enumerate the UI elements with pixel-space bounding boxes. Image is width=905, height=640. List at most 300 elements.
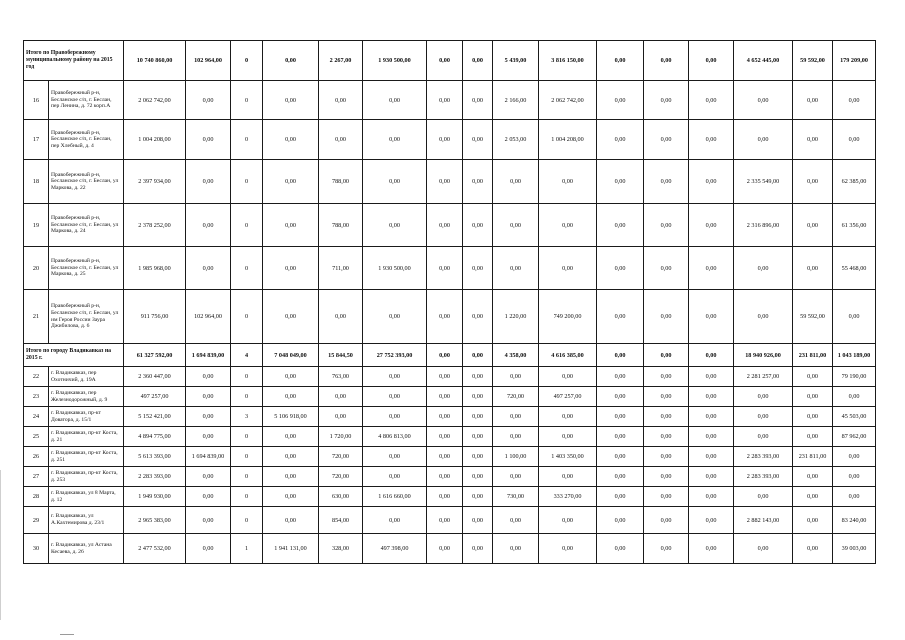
value-cell: 1 043 189,00 bbox=[833, 344, 876, 367]
address-cell: Правобережный р-н, Бесланское с/п, г. Беслан, ул Маркова, д. 25 bbox=[49, 247, 124, 290]
value-cell: 0,00 bbox=[363, 81, 427, 120]
value-cell: 0,00 bbox=[689, 290, 734, 344]
value-cell: 0,00 bbox=[463, 290, 493, 344]
address-cell: г. Владикавказ, ул 8 Марта, д. 12 bbox=[49, 487, 124, 507]
value-cell: 0 bbox=[231, 41, 263, 81]
value-cell: 0 bbox=[231, 447, 263, 467]
value-cell: 911 756,00 bbox=[124, 290, 186, 344]
value-cell: 720,00 bbox=[319, 447, 363, 467]
value-cell: 0,00 bbox=[644, 427, 689, 447]
value-cell: 1 949 930,00 bbox=[124, 487, 186, 507]
value-cell: 0,00 bbox=[319, 407, 363, 427]
value-cell: 1 930 500,00 bbox=[363, 247, 427, 290]
value-cell: 0,00 bbox=[463, 367, 493, 387]
row-number: 23 bbox=[24, 387, 49, 407]
value-cell: 0,00 bbox=[463, 487, 493, 507]
table-body bbox=[24, 41, 876, 564]
value-cell: 0,00 bbox=[689, 367, 734, 387]
value-cell: 0,00 bbox=[833, 487, 876, 507]
value-cell: 3 816 150,00 bbox=[539, 41, 597, 81]
value-cell: 0,00 bbox=[539, 247, 597, 290]
value-cell: 0,00 bbox=[689, 407, 734, 427]
value-cell: 0,00 bbox=[597, 487, 644, 507]
value-cell: 749 200,00 bbox=[539, 290, 597, 344]
value-cell: 0,00 bbox=[689, 534, 734, 564]
value-cell: 0,00 bbox=[597, 407, 644, 427]
row-number: 18 bbox=[24, 160, 49, 204]
address-cell: Правобережный р-н, Бесланское с/п, г. Беслан, ул Маркова, д. 24 bbox=[49, 204, 124, 247]
value-cell: 0,00 bbox=[463, 41, 493, 81]
value-cell: 0,00 bbox=[363, 290, 427, 344]
value-cell: 7 048 049,00 bbox=[263, 344, 319, 367]
value-cell: 5 439,00 bbox=[493, 41, 539, 81]
value-cell: 0,00 bbox=[793, 120, 833, 160]
value-cell: 0,00 bbox=[463, 247, 493, 290]
value-cell: 1 004 208,00 bbox=[124, 120, 186, 160]
value-cell: 0,00 bbox=[734, 487, 793, 507]
value-cell: 0,00 bbox=[597, 467, 644, 487]
value-cell: 0,00 bbox=[597, 247, 644, 290]
row-number: 26 bbox=[24, 447, 49, 467]
value-cell: 0,00 bbox=[186, 160, 231, 204]
value-cell: 0,00 bbox=[734, 247, 793, 290]
value-cell: 0,00 bbox=[319, 120, 363, 160]
value-cell: 2 062 742,00 bbox=[124, 81, 186, 120]
value-cell: 0,00 bbox=[186, 534, 231, 564]
table-row bbox=[24, 120, 876, 160]
value-cell: 0,00 bbox=[597, 290, 644, 344]
value-cell: 0,00 bbox=[793, 367, 833, 387]
value-cell: 720,00 bbox=[319, 467, 363, 487]
value-cell: 0,00 bbox=[263, 427, 319, 447]
value-cell: 39 003,00 bbox=[833, 534, 876, 564]
value-cell: 0,00 bbox=[793, 427, 833, 447]
value-cell: 0,00 bbox=[793, 387, 833, 407]
value-cell: 1 985 968,00 bbox=[124, 247, 186, 290]
row-number: 17 bbox=[24, 120, 49, 160]
value-cell: 4 652 445,00 bbox=[734, 41, 793, 81]
value-cell: 2 397 934,00 bbox=[124, 160, 186, 204]
value-cell: 0,00 bbox=[833, 120, 876, 160]
value-cell: 497 257,00 bbox=[539, 387, 597, 407]
value-cell: 18 940 926,00 bbox=[734, 344, 793, 367]
value-cell: 0 bbox=[231, 387, 263, 407]
value-cell: 1 941 131,00 bbox=[263, 534, 319, 564]
value-cell: 0,00 bbox=[263, 507, 319, 534]
value-cell: 0,00 bbox=[539, 427, 597, 447]
value-cell: 102 964,00 bbox=[186, 41, 231, 81]
value-cell: 0,00 bbox=[427, 290, 463, 344]
value-cell: 0,00 bbox=[689, 247, 734, 290]
value-cell: 102 964,00 bbox=[186, 290, 231, 344]
value-cell: 720,00 bbox=[493, 387, 539, 407]
value-cell: 0,00 bbox=[186, 487, 231, 507]
value-cell: 79 190,00 bbox=[833, 367, 876, 387]
value-cell: 0,00 bbox=[644, 367, 689, 387]
table-row bbox=[24, 467, 876, 487]
value-cell: 2 360 447,00 bbox=[124, 367, 186, 387]
value-cell: 1 720,00 bbox=[319, 427, 363, 447]
value-cell: 0,00 bbox=[597, 120, 644, 160]
value-cell: 0,00 bbox=[427, 160, 463, 204]
table-row bbox=[24, 534, 876, 564]
value-cell: 0,00 bbox=[793, 247, 833, 290]
value-cell: 0,00 bbox=[689, 81, 734, 120]
value-cell: 0,00 bbox=[539, 367, 597, 387]
value-cell: 0,00 bbox=[833, 447, 876, 467]
value-cell: 0,00 bbox=[833, 290, 876, 344]
value-cell: 1 694 839,00 bbox=[186, 344, 231, 367]
table-row bbox=[24, 290, 876, 344]
address-cell: г. Владикавказ, пр-кт Доватора, д. 15/1 bbox=[49, 407, 124, 427]
value-cell: 0,00 bbox=[363, 204, 427, 247]
value-cell: 0,00 bbox=[644, 447, 689, 467]
value-cell: 0 bbox=[231, 160, 263, 204]
table-row bbox=[24, 367, 876, 387]
value-cell: 0,00 bbox=[644, 467, 689, 487]
value-cell: 0,00 bbox=[263, 467, 319, 487]
value-cell: 0,00 bbox=[493, 160, 539, 204]
value-cell: 0,00 bbox=[833, 387, 876, 407]
value-cell: 0,00 bbox=[463, 447, 493, 467]
value-cell: 0,00 bbox=[186, 467, 231, 487]
value-cell: 0,00 bbox=[363, 447, 427, 467]
value-cell: 87 962,00 bbox=[833, 427, 876, 447]
value-cell: 2 477 532,00 bbox=[124, 534, 186, 564]
value-cell: 788,00 bbox=[319, 160, 363, 204]
value-cell: 0,00 bbox=[463, 387, 493, 407]
table-row bbox=[24, 247, 876, 290]
value-cell: 0,00 bbox=[186, 387, 231, 407]
table-row bbox=[24, 81, 876, 120]
value-cell: 0,00 bbox=[463, 467, 493, 487]
value-cell: 763,00 bbox=[319, 367, 363, 387]
value-cell: 83 240,00 bbox=[833, 507, 876, 534]
value-cell: 0,00 bbox=[793, 160, 833, 204]
value-cell: 0,00 bbox=[597, 41, 644, 81]
address-cell: г. Владикавказ, пер Охотничий, д. 19А bbox=[49, 367, 124, 387]
address-cell: Правобережный р-н, Бесланское с/п, г. Беслан, пер Хлебный, д. 4 bbox=[49, 120, 124, 160]
value-cell: 0,00 bbox=[427, 344, 463, 367]
value-cell: 179 209,00 bbox=[833, 41, 876, 81]
value-cell: 0,00 bbox=[263, 204, 319, 247]
value-cell: 0,00 bbox=[644, 160, 689, 204]
value-cell: 0,00 bbox=[263, 387, 319, 407]
row-number: 27 bbox=[24, 467, 49, 487]
value-cell: 0,00 bbox=[793, 204, 833, 247]
scan-bottom-mark bbox=[60, 634, 74, 635]
value-cell: 0,00 bbox=[493, 427, 539, 447]
value-cell: 0 bbox=[231, 290, 263, 344]
value-cell: 1 100,00 bbox=[493, 447, 539, 467]
row-number: 24 bbox=[24, 407, 49, 427]
value-cell: 0,00 bbox=[644, 387, 689, 407]
table-row bbox=[24, 507, 876, 534]
value-cell: 0,00 bbox=[734, 387, 793, 407]
value-cell: 0,00 bbox=[186, 367, 231, 387]
value-cell: 0 bbox=[231, 467, 263, 487]
value-cell: 0,00 bbox=[597, 367, 644, 387]
value-cell: 45 503,00 bbox=[833, 407, 876, 427]
value-cell: 2 378 252,00 bbox=[124, 204, 186, 247]
table-row bbox=[24, 427, 876, 447]
value-cell: 0,00 bbox=[689, 427, 734, 447]
table-row bbox=[24, 407, 876, 427]
value-cell: 0,00 bbox=[263, 81, 319, 120]
value-cell: 0,00 bbox=[644, 487, 689, 507]
subtotal-row bbox=[24, 344, 876, 367]
value-cell: 0,00 bbox=[493, 367, 539, 387]
value-cell: 0,00 bbox=[427, 367, 463, 387]
value-cell: 0,00 bbox=[539, 467, 597, 487]
value-cell: 10 740 860,00 bbox=[124, 41, 186, 81]
value-cell: 0 bbox=[231, 367, 263, 387]
value-cell: 0,00 bbox=[463, 204, 493, 247]
document-sheet bbox=[23, 40, 876, 564]
value-cell: 0,00 bbox=[319, 387, 363, 407]
value-cell: 0,00 bbox=[463, 120, 493, 160]
value-cell: 730,00 bbox=[493, 487, 539, 507]
value-cell: 0,00 bbox=[427, 487, 463, 507]
value-cell: 0,00 bbox=[793, 407, 833, 427]
address-cell: г. Владикавказ, пр-кт Коста, д. 21 bbox=[49, 427, 124, 447]
value-cell: 0,00 bbox=[363, 467, 427, 487]
value-cell: 231 811,00 bbox=[793, 344, 833, 367]
value-cell: 0,00 bbox=[493, 534, 539, 564]
value-cell: 630,00 bbox=[319, 487, 363, 507]
value-cell: 0,00 bbox=[597, 534, 644, 564]
value-cell: 0,00 bbox=[463, 160, 493, 204]
value-cell: 0,00 bbox=[463, 507, 493, 534]
value-cell: 0,00 bbox=[319, 290, 363, 344]
value-cell: 0,00 bbox=[689, 487, 734, 507]
table-row bbox=[24, 160, 876, 204]
value-cell: 0,00 bbox=[263, 367, 319, 387]
repair-cost-table bbox=[23, 40, 876, 564]
value-cell: 0,00 bbox=[734, 407, 793, 427]
address-cell: г. Владикавказ, ул Астана Кесаева, д. 26 bbox=[49, 534, 124, 564]
address-cell: г. Владикавказ, ул А.Кахтемирова д. 23/1 bbox=[49, 507, 124, 534]
value-cell: 4 894 775,00 bbox=[124, 427, 186, 447]
value-cell: 0,00 bbox=[644, 204, 689, 247]
scan-margin-line bbox=[0, 470, 1, 620]
value-cell: 2 283 393,00 bbox=[734, 447, 793, 467]
value-cell: 497 257,00 bbox=[124, 387, 186, 407]
value-cell: 0,00 bbox=[644, 120, 689, 160]
value-cell: 62 385,00 bbox=[833, 160, 876, 204]
value-cell: 0,00 bbox=[689, 387, 734, 407]
row-number: 22 bbox=[24, 367, 49, 387]
value-cell: 0,00 bbox=[689, 507, 734, 534]
value-cell: 0,00 bbox=[689, 120, 734, 160]
value-cell: 0,00 bbox=[644, 344, 689, 367]
value-cell: 1 403 350,00 bbox=[539, 447, 597, 467]
row-number: 16 bbox=[24, 81, 49, 120]
value-cell: 0,00 bbox=[793, 81, 833, 120]
value-cell: 0 bbox=[231, 427, 263, 447]
value-cell: 854,00 bbox=[319, 507, 363, 534]
value-cell: 0,00 bbox=[463, 81, 493, 120]
subtotal-label: Итого по Правобережному муниципальному району на 2015 год bbox=[24, 41, 124, 81]
table-row bbox=[24, 204, 876, 247]
value-cell: 0,00 bbox=[263, 160, 319, 204]
value-cell: 0,00 bbox=[427, 467, 463, 487]
row-number: 30 bbox=[24, 534, 49, 564]
value-cell: 0,00 bbox=[363, 387, 427, 407]
value-cell: 0,00 bbox=[793, 534, 833, 564]
value-cell: 328,00 bbox=[319, 534, 363, 564]
value-cell: 55 468,00 bbox=[833, 247, 876, 290]
value-cell: 0,00 bbox=[539, 407, 597, 427]
value-cell: 0,00 bbox=[734, 120, 793, 160]
value-cell: 0,00 bbox=[427, 387, 463, 407]
value-cell: 0,00 bbox=[263, 487, 319, 507]
value-cell: 0 bbox=[231, 247, 263, 290]
value-cell: 1 616 660,00 bbox=[363, 487, 427, 507]
value-cell: 2 316 896,00 bbox=[734, 204, 793, 247]
address-cell: Правобережный р-н, Бесланское с/п, г. Беслан, ул им Героя России Заура Джибилова, д. 6 bbox=[49, 290, 124, 344]
row-number: 28 bbox=[24, 487, 49, 507]
value-cell: 0,00 bbox=[644, 507, 689, 534]
value-cell: 0,00 bbox=[427, 204, 463, 247]
value-cell: 0,00 bbox=[493, 247, 539, 290]
value-cell: 0 bbox=[231, 81, 263, 120]
address-cell: г. Владикавказ, пр-кт Коста, д. 253 bbox=[49, 467, 124, 487]
value-cell: 0 bbox=[231, 120, 263, 160]
value-cell: 0,00 bbox=[463, 344, 493, 367]
value-cell: 0,00 bbox=[644, 81, 689, 120]
value-cell: 2 965 383,00 bbox=[124, 507, 186, 534]
row-number: 21 bbox=[24, 290, 49, 344]
table-row bbox=[24, 487, 876, 507]
value-cell: 2 281 257,00 bbox=[734, 367, 793, 387]
value-cell: 0,00 bbox=[186, 427, 231, 447]
value-cell: 0,00 bbox=[186, 204, 231, 247]
value-cell: 0,00 bbox=[363, 507, 427, 534]
value-cell: 0,00 bbox=[689, 447, 734, 467]
value-cell: 0,00 bbox=[427, 427, 463, 447]
value-cell: 0,00 bbox=[263, 120, 319, 160]
value-cell: 61 327 592,00 bbox=[124, 344, 186, 367]
value-cell: 2 267,00 bbox=[319, 41, 363, 81]
value-cell: 0,00 bbox=[186, 247, 231, 290]
value-cell: 0,00 bbox=[186, 407, 231, 427]
value-cell: 1 bbox=[231, 534, 263, 564]
value-cell: 2 283 393,00 bbox=[124, 467, 186, 487]
value-cell: 0,00 bbox=[734, 534, 793, 564]
value-cell: 1 220,00 bbox=[493, 290, 539, 344]
value-cell: 2 062 742,00 bbox=[539, 81, 597, 120]
row-number: 29 bbox=[24, 507, 49, 534]
value-cell: 0,00 bbox=[734, 427, 793, 447]
value-cell: 2 053,00 bbox=[493, 120, 539, 160]
value-cell: 0,00 bbox=[427, 447, 463, 467]
value-cell: 0,00 bbox=[427, 247, 463, 290]
value-cell: 0,00 bbox=[493, 467, 539, 487]
value-cell: 0,00 bbox=[263, 290, 319, 344]
value-cell: 0,00 bbox=[427, 120, 463, 160]
value-cell: 59 592,00 bbox=[793, 41, 833, 81]
value-cell: 0,00 bbox=[644, 290, 689, 344]
value-cell: 0,00 bbox=[689, 344, 734, 367]
value-cell: 711,00 bbox=[319, 247, 363, 290]
value-cell: 0,00 bbox=[689, 467, 734, 487]
value-cell: 0,00 bbox=[734, 81, 793, 120]
value-cell: 0,00 bbox=[186, 120, 231, 160]
address-cell: Правобережный р-н, Бесланское с/п, г. Беслан, пер Ленина, д. 72 корп.А bbox=[49, 81, 124, 120]
value-cell: 0,00 bbox=[597, 447, 644, 467]
value-cell: 0,00 bbox=[689, 160, 734, 204]
value-cell: 0,00 bbox=[319, 81, 363, 120]
value-cell: 0,00 bbox=[463, 407, 493, 427]
value-cell: 231 811,00 bbox=[793, 447, 833, 467]
value-cell: 0,00 bbox=[263, 247, 319, 290]
value-cell: 0,00 bbox=[597, 387, 644, 407]
value-cell: 61 356,00 bbox=[833, 204, 876, 247]
value-cell: 0,00 bbox=[597, 81, 644, 120]
value-cell: 2 335 549,00 bbox=[734, 160, 793, 204]
value-cell: 15 844,50 bbox=[319, 344, 363, 367]
subtotal-row bbox=[24, 41, 876, 81]
value-cell: 0,00 bbox=[689, 41, 734, 81]
value-cell: 0,00 bbox=[186, 81, 231, 120]
value-cell: 0,00 bbox=[539, 204, 597, 247]
value-cell: 0,00 bbox=[427, 534, 463, 564]
table-row bbox=[24, 387, 876, 407]
value-cell: 0,00 bbox=[644, 41, 689, 81]
value-cell: 0,00 bbox=[363, 120, 427, 160]
value-cell: 2 283 393,00 bbox=[734, 467, 793, 487]
value-cell: 0,00 bbox=[263, 41, 319, 81]
value-cell: 0,00 bbox=[793, 487, 833, 507]
value-cell: 0,00 bbox=[597, 204, 644, 247]
value-cell: 1 930 500,00 bbox=[363, 41, 427, 81]
value-cell: 0,00 bbox=[427, 41, 463, 81]
value-cell: 0 bbox=[231, 507, 263, 534]
value-cell: 27 752 393,00 bbox=[363, 344, 427, 367]
value-cell: 0,00 bbox=[463, 534, 493, 564]
value-cell: 0 bbox=[231, 487, 263, 507]
value-cell: 497 398,00 bbox=[363, 534, 427, 564]
value-cell: 333 270,00 bbox=[539, 487, 597, 507]
value-cell: 59 592,00 bbox=[793, 290, 833, 344]
value-cell: 2 882 143,00 bbox=[734, 507, 793, 534]
value-cell: 5 106 918,00 bbox=[263, 407, 319, 427]
value-cell: 0,00 bbox=[833, 81, 876, 120]
value-cell: 5 613 393,00 bbox=[124, 447, 186, 467]
value-cell: 0,00 bbox=[539, 507, 597, 534]
value-cell: 0,00 bbox=[793, 467, 833, 487]
row-number: 19 bbox=[24, 204, 49, 247]
address-cell: г. Владикавказ, пер Железнодорожный, д. 9 bbox=[49, 387, 124, 407]
value-cell: 0,00 bbox=[689, 204, 734, 247]
subtotal-label: Итого по городу Владикавказ на 2015 г. bbox=[24, 344, 124, 367]
address-cell: Правобережный р-н, Бесланское с/п, г. Беслан, ул Маркова, д. 22 bbox=[49, 160, 124, 204]
value-cell: 0,00 bbox=[493, 507, 539, 534]
value-cell: 4 358,00 bbox=[493, 344, 539, 367]
value-cell: 0 bbox=[231, 204, 263, 247]
value-cell: 0,00 bbox=[427, 407, 463, 427]
value-cell: 0,00 bbox=[597, 344, 644, 367]
value-cell: 1 004 208,00 bbox=[539, 120, 597, 160]
address-cell: г. Владикавказ, пр-кт Коста, д. 251 bbox=[49, 447, 124, 467]
value-cell: 0,00 bbox=[644, 407, 689, 427]
value-cell: 0,00 bbox=[463, 427, 493, 447]
value-cell: 0,00 bbox=[186, 507, 231, 534]
value-cell: 0,00 bbox=[363, 367, 427, 387]
value-cell: 5 152 421,00 bbox=[124, 407, 186, 427]
value-cell: 4 806 813,00 bbox=[363, 427, 427, 447]
